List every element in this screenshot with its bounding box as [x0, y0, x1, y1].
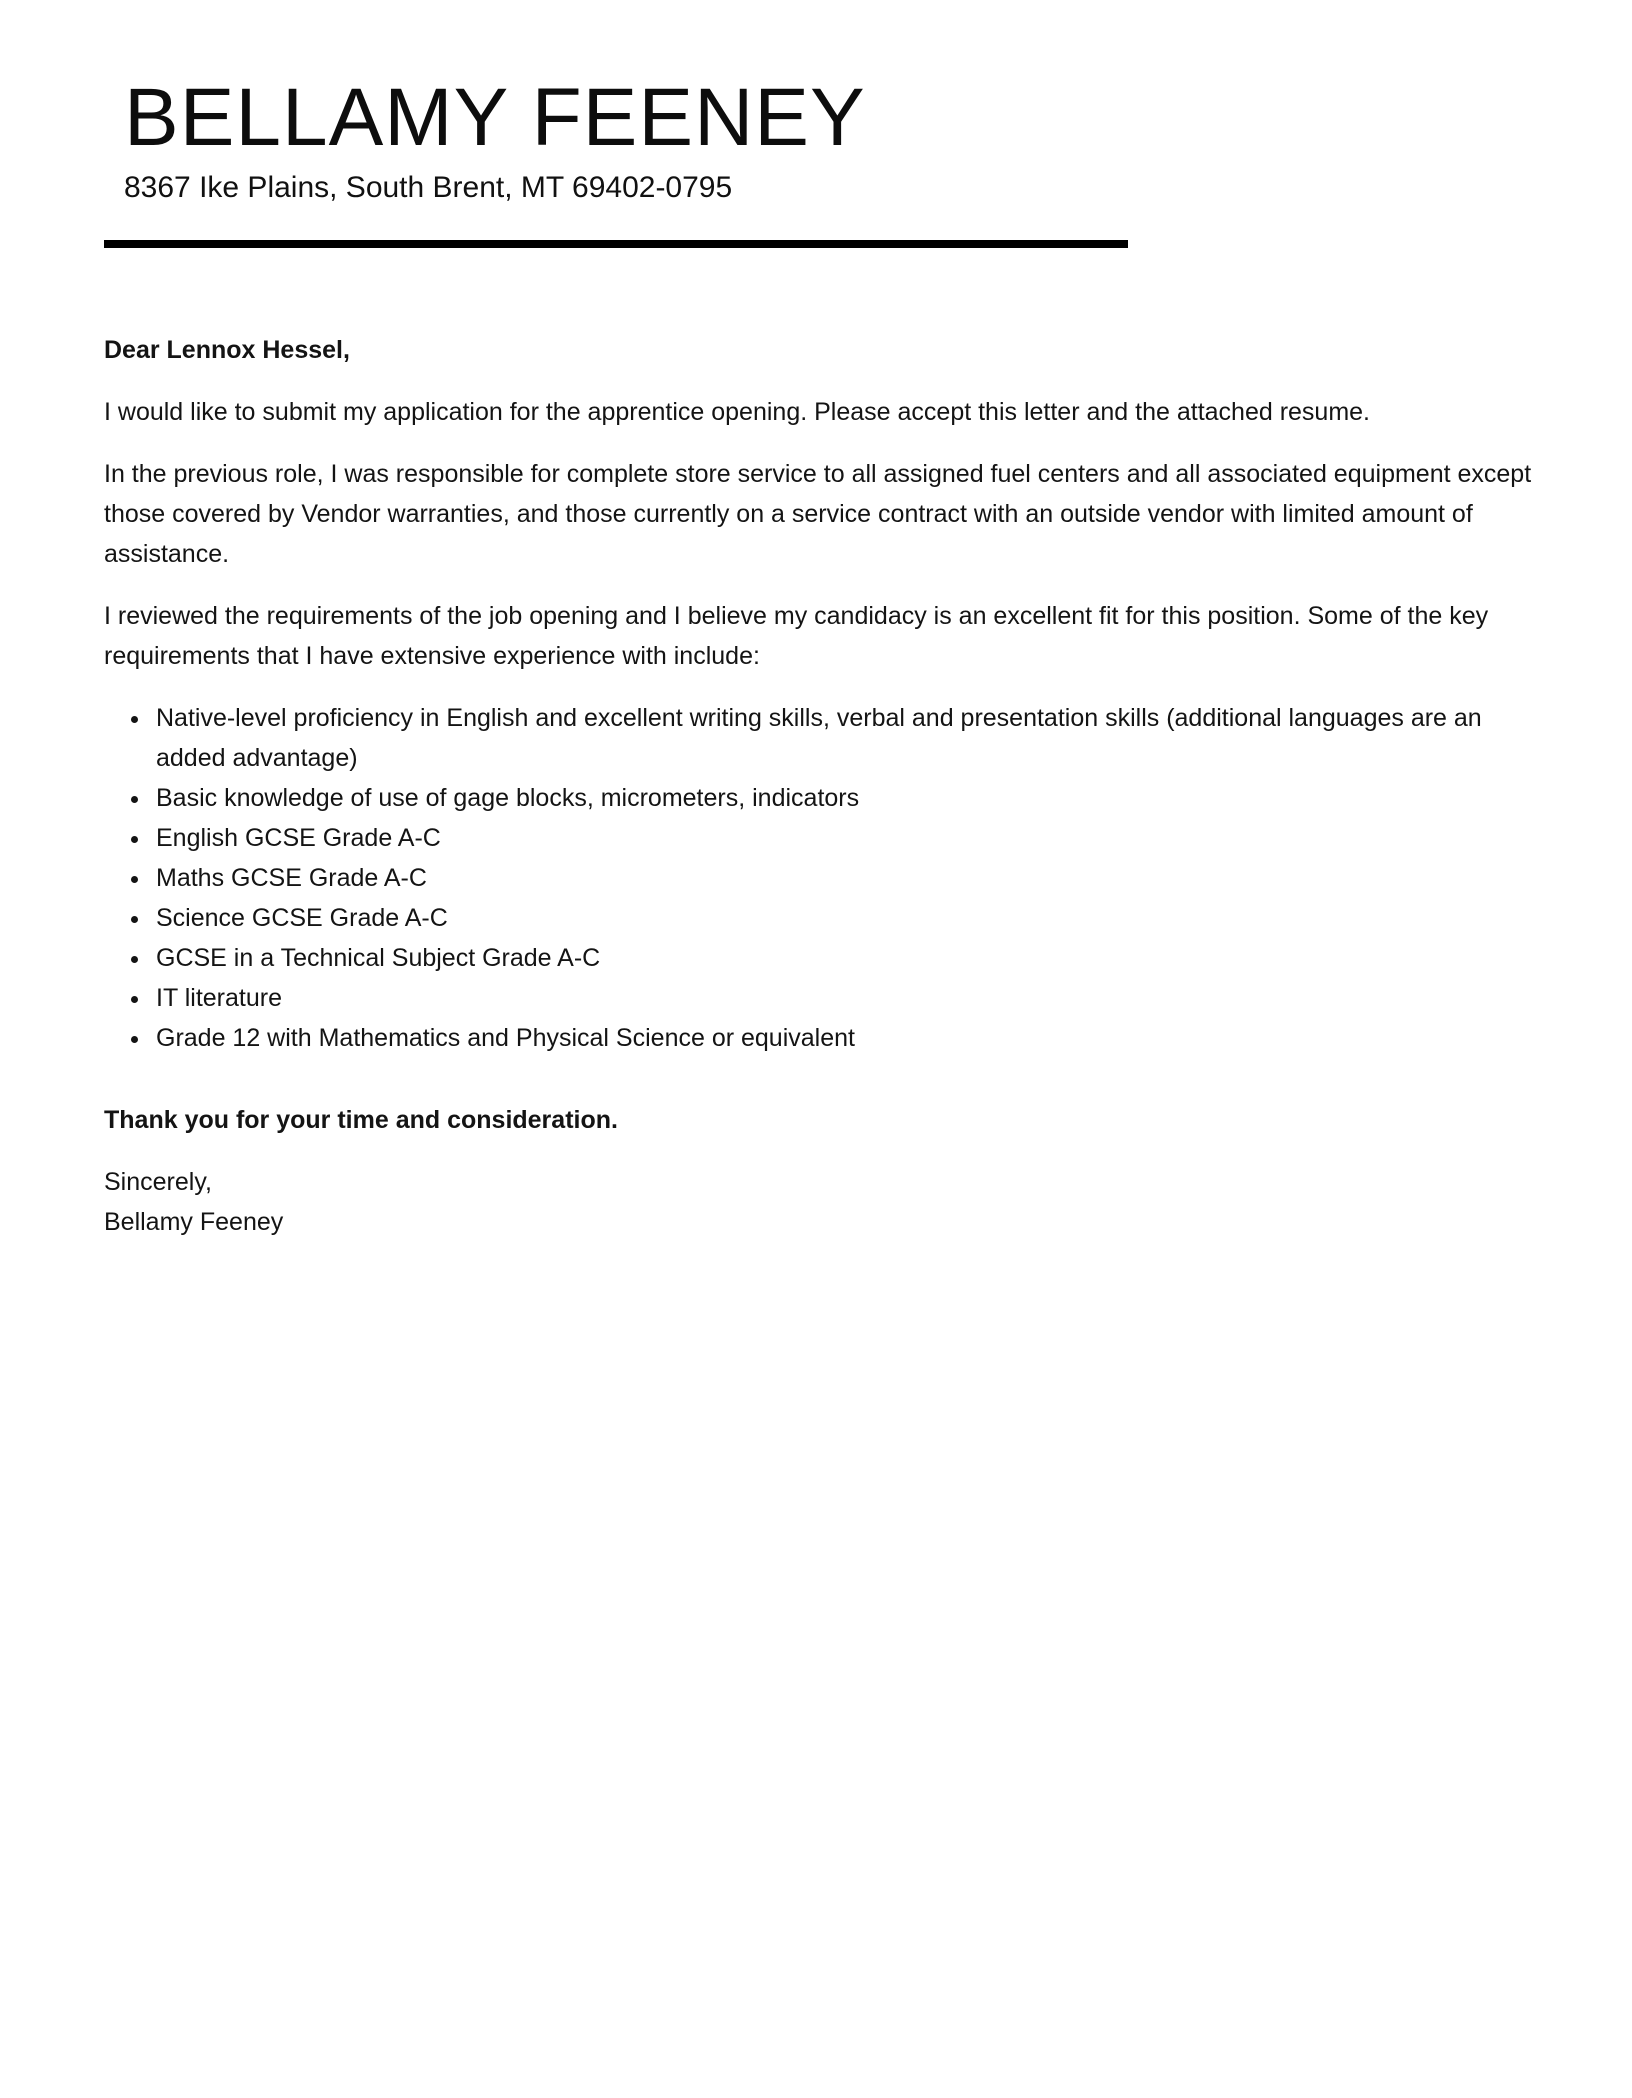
signoff: Sincerely,: [104, 1168, 212, 1196]
requirements-list: [104, 698, 1536, 1058]
list-item: • IT literature: [152, 978, 1536, 1018]
letter-body: [104, 330, 1536, 1242]
paragraph-intro: I would like to submit my application for the apprentice opening. Please accept this letter and the attached resume.: [104, 398, 1371, 426]
closing-line: Thank you for your time and consideration.: [104, 1106, 618, 1134]
applicant-name: BELLAMY FEENEY: [124, 72, 866, 163]
paragraph-experience: In the previous role, I was responsible for complete store service to all assigned fuel centers and all associated equipment except those covered by Vendor warranties, and those currently on a service contract with an outside vendor with limited amount of assistance.: [104, 460, 1532, 568]
applicant-address: 8367 Ike Plains, South Brent, MT 69402-0795: [124, 171, 733, 204]
letter-header: [124, 70, 866, 208]
list-item: • Science GCSE Grade A-C: [152, 898, 1536, 938]
list-item: • Basic knowledge of use of gage blocks, micrometers, indicators: [152, 778, 1536, 818]
signature-name: Bellamy Feeney: [104, 1208, 284, 1236]
list-item: • Native-level proficiency in English and excellent writing skills, verbal and presentation skills (additional languages are an added advantage): [152, 698, 1536, 778]
list-item: • Grade 12 with Mathematics and Physical Science or equivalent: [152, 1018, 1536, 1058]
list-item: • Maths GCSE Grade A-C: [152, 858, 1536, 898]
signoff-block: [104, 1162, 1536, 1242]
header-divider: [104, 240, 1128, 248]
paragraph-requirements-intro: I reviewed the requirements of the job opening and I believe my candidacy is an excellent fit for this position. Some of the key requirements that I have extensive experience with include:: [104, 602, 1489, 670]
salutation: Dear Lennox Hessel,: [104, 336, 350, 364]
list-item: • English GCSE Grade A-C: [152, 818, 1536, 858]
list-item: • GCSE in a Technical Subject Grade A-C: [152, 938, 1536, 978]
